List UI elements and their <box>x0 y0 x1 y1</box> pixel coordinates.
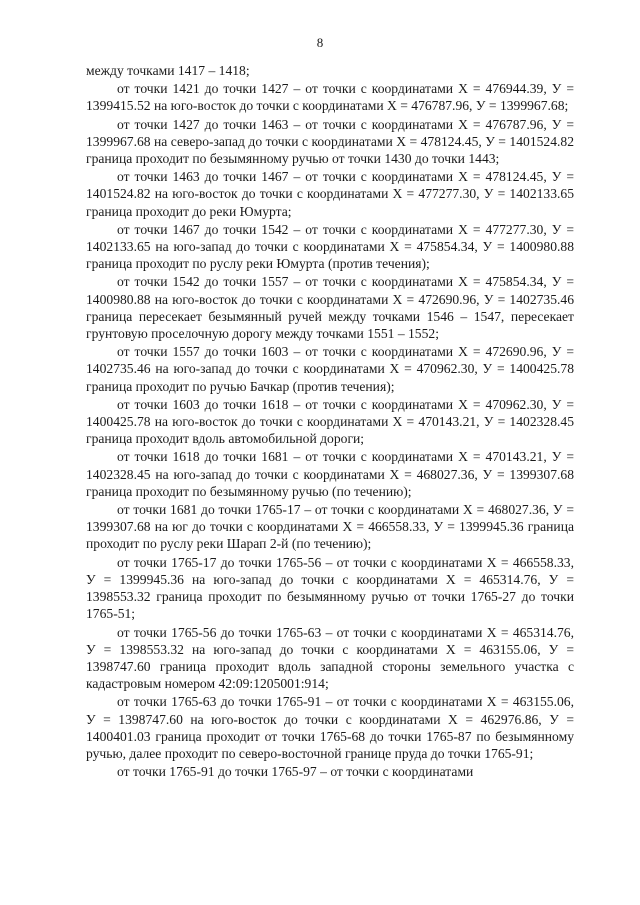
paragraph: от точки 1765-63 до точки 1765-91 – от точки с координатами Х = 463155.06, У = 1398747.60 на юго-восток до точки с координатами Х = 462976.86, У = 1400401.03 граница проходит от точки 1765-68 до точки 1765-87 по безымянному ручью, далее проходит по северо-восточной границе пруда до точки 1765-91; <box>86 694 574 761</box>
document-body <box>86 62 574 781</box>
paragraph: от точки 1557 до точки 1603 – от точки с координатами Х = 472690.96, У = 1402735.46 на юго-запад до точки с координатами Х = 470962.30, У = 1400425.78 граница проходит по ручью Бачкар (против течения); <box>86 344 574 394</box>
paragraph: от точки 1603 до точки 1618 – от точки с координатами Х = 470962.30, У = 1400425.78 на юго-восток до точки с координатами Х = 470143.21, У = 1402328.45 граница проходит вдоль автомобильной дороги; <box>86 396 574 447</box>
paragraph: от точки 1681 до точки 1765-17 – от точки с координатами Х = 468027.36, У = 1399307.68 на юг до точки с координатами Х = 466558.33, У = 1399945.36 граница проходит по руслу реки Шарап 2-й (по течению); <box>86 502 574 552</box>
paragraph: от точки 1765-91 до точки 1765-97 – от точки с координатами <box>117 764 474 780</box>
paragraph: от точки 1421 до точки 1427 – от точки с координатами Х = 476944.39, У = 1399415.52 на юго-восток до точки с координатами Х = 476787.96, У = 1399967.68; <box>86 81 574 114</box>
paragraph: от точки 1618 до точки 1681 – от точки с координатами Х = 470143.21, У = 1402328.45 на юго-запад до точки с координатами Х = 468027.36, У = 1399307.68 граница проходит по безымянному ручью (по течению); <box>86 449 574 499</box>
paragraph: от точки 1765-17 до точки 1765-56 – от точки с координатами Х = 466558.33, У = 1399945.36 на юго-запад до точки с координатами Х = 465314.76, У = 1398553.32 граница проходит по безымянному ручью от точки 1765-27 до точки 1765-51; <box>86 554 574 622</box>
page-number: 8 <box>316 35 324 50</box>
paragraph: между точками 1417 – 1418; <box>86 63 250 78</box>
paragraph: от точки 1427 до точки 1463 – от точки с координатами Х = 476787.96, У = 1399967.68 на северо-запад до точки с координатами Х = 478124.45, У = 1401524.82 граница проходит по безымянному ручью от точки 1430 до точки 1443; <box>86 116 574 167</box>
paragraph: от точки 1467 до точки 1542 – от точки с координатами Х = 477277.30, У = 1402133.65 на юго-запад до точки с координатами Х = 475854.34, У = 1400980.88 граница проходит по руслу реки Юмурта (против течения); <box>86 221 574 272</box>
paragraph: от точки 1765-56 до точки 1765-63 – от точки с координатами Х = 465314.76, У = 1398553.32 на юго-запад до точки с координатами Х = 463155.06, У = 1398747.60 граница проходит вдоль западной стороны земельного участка с кадастровым номером 42:09:1205001:914; <box>86 624 574 692</box>
paragraph: от точки 1463 до точки 1467 – от точки с координатами Х = 478124.45, У = 1401524.82 на юго-восток до точки с координатами Х = 477277.30, У = 1402133.65 граница проходит до реки Юмурта; <box>86 169 574 219</box>
paragraph: от точки 1542 до точки 1557 – от точки с координатами Х = 475854.34, У = 1400980.88 на юго-восток до точки с координатами Х = 472690.96, У = 1402735.46 граница пересекает безымянный ручей между точками 1546 – 1547, пересекает грунтовую проселочную дорогу между точками 1551 – 1552; <box>86 274 574 342</box>
